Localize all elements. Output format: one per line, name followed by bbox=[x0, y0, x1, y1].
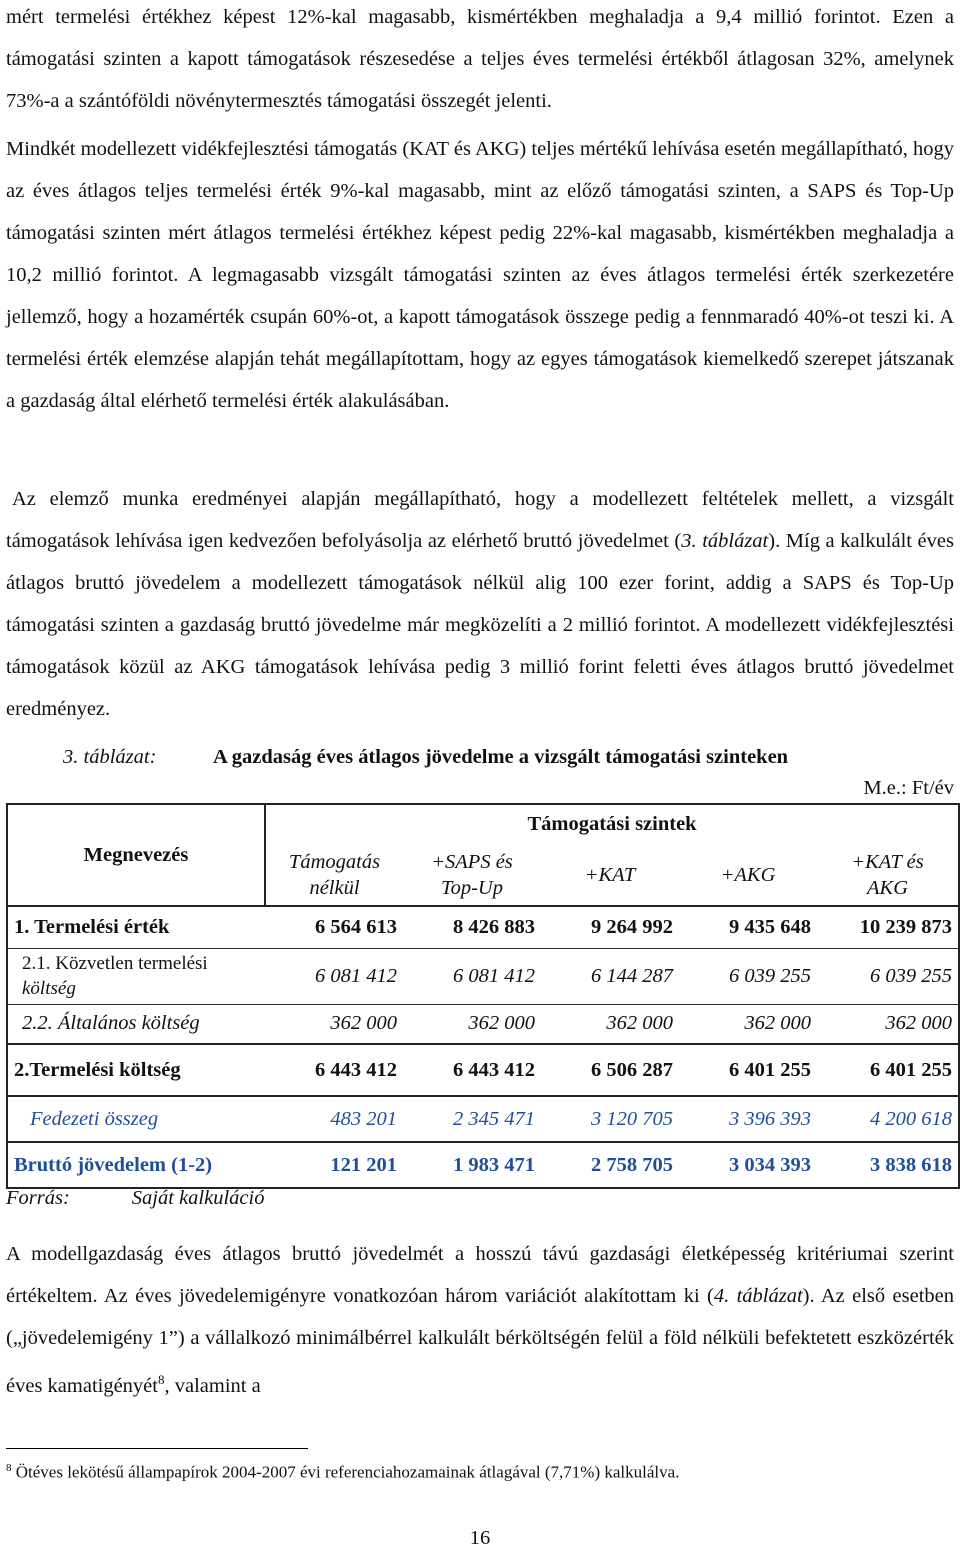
table-row: 2.1. Közvetlen termelési költség 6 081 412 6 081 412 6 144 287 6 039 255 6 039 255 bbox=[7, 948, 959, 1004]
table-unit: M.e.: Ft/év bbox=[863, 777, 954, 799]
col-header-saps: +SAPS és Top-Up bbox=[431, 850, 513, 899]
table-reference: 3. táblázat bbox=[681, 530, 769, 552]
table-number: 3. táblázat: bbox=[63, 746, 157, 768]
table-title: A gazdaság éves átlagos jövedelme a vizsgált támogatási szinteken bbox=[213, 746, 789, 768]
paragraph-4: A modellgazdaság éves átlagos bruttó jövedelmét a hosszú távú gazdasági életképesség kritériumai szerint értékeltem. Az éves jövedelemigényre vonatkozóan három variációt alakítottam ki (4. táblázat). Az első esetben („jövedelemigény 1”) a vállalkozó minimálbérrel kalkulált bérköltségén felül a föld nélküli befektetett eszközérték éves kamatigényét$^8$, valamint a bbox=[6, 1243, 954, 1397]
col-header-kat: +KAT bbox=[584, 863, 636, 886]
table-row: Fedezeti összeg 483 201 2 345 471 3 120 705 3 396 393 4 200 618 bbox=[7, 1096, 959, 1142]
footnote-mark: 8 bbox=[157, 1372, 165, 1387]
paragraph-1: mért termelési értékhez képest 12%-kal magasabb, kismértékben meghaladja a 9,4 millió forintot. Ezen a támogatási szinten a kapott támogatások részesedése a teljes éves termelési értékből átlagosan 32%, amelynek 73%-a a szántóföldi növénytermesztés támogatási összegét jelenti. bbox=[6, 6, 954, 112]
table-source: Forrás: Saját kalkuláció bbox=[6, 1187, 265, 1209]
col-header-no-support: Támogatás nélkül bbox=[288, 850, 381, 899]
col-header-akg: +AKG bbox=[720, 863, 776, 886]
paragraph-3-text-a: Az elemző munka eredményei alapján megállapítható, hogy a modellezett feltételek mellett, a vizsgált támogatások lehívása igen kedvezően befolyásolja az elérhető bruttó jövedelmet ( bbox=[6, 488, 954, 552]
table-row: 2.2. Általános költség 362 000 362 000 362 000 362 000 362 000 bbox=[7, 1004, 959, 1044]
table-row: 1. Termelési érték 6 564 613 8 426 883 9 264 992 9 435 648 10 239 873 bbox=[7, 906, 959, 948]
table-row: Bruttó jövedelem (1-2) 121 201 1 983 471 2 758 705 3 034 393 3 838 618 bbox=[7, 1142, 959, 1188]
footnote-separator bbox=[6, 1448, 308, 1449]
table-row: 2.Termelési költség 6 443 412 6 443 412 6 506 287 6 401 255 6 401 255 bbox=[7, 1044, 959, 1096]
table-reference-4: 4. táblázat bbox=[713, 1285, 803, 1307]
header-name: Megnevezés bbox=[7, 804, 265, 906]
header-group: Támogatási szintek bbox=[265, 804, 959, 844]
income-table bbox=[6, 803, 960, 1189]
footnote: $^8$ Ötéves lekötésű állampapírok 2004-2007 évi referenciahozamainak átlagával (7,71%) kalkulálva. bbox=[6, 1462, 680, 1482]
paragraph-2: Mindkét modellezett vidékfejlesztési támogatás (KAT és AKG) teljes mértékű lehívása esetén megállapítható, hogy az éves átlagos teljes termelési érték 9%-kal magasabb, mint az előző támogatási szinten, a SAPS és Top-Up támogatási szinten mért átlagos termelési értékhez képest pedig 22%-kal magasabb, kismértékben meghaladja a 10,2 millió forintot. A legmagasabb vizsgált támogatási szinten az éves átlagos termelési érték szerkezetére jellemző, hogy a hozamérték csupán 60%-ot, a kapott támogatások összege pedig a fennmaradó 40%-ot teszi ki. A termelési érték elemzése alapján tehát megállapítottam, hogy az egyes támogatások kiemelkedő szerepet játszanak a gazdaság által elérhető termelési érték alakulásában. bbox=[6, 138, 954, 412]
table-caption bbox=[63, 746, 953, 769]
paragraph-3-text-b: ). Míg a kalkulált éves átlagos bruttó jövedelem a modellezett támogatások nélkül alig 100 ezer forint, addig a SAPS és Top-Up támogatási szinten a gazdaság bruttó jövedelme már megközelíti a 2 millió forintot. A modellezett vidékfejlesztési támogatások közül az AKG támogatások lehívása pedig 3 millió forint feletti éves átlagos bruttó jövedelmet eredményez. bbox=[6, 530, 954, 720]
page-number: 16 bbox=[469, 1527, 491, 1549]
paragraph-3 bbox=[6, 478, 954, 730]
col-header-kat-akg: +KAT és AKG bbox=[817, 844, 959, 906]
